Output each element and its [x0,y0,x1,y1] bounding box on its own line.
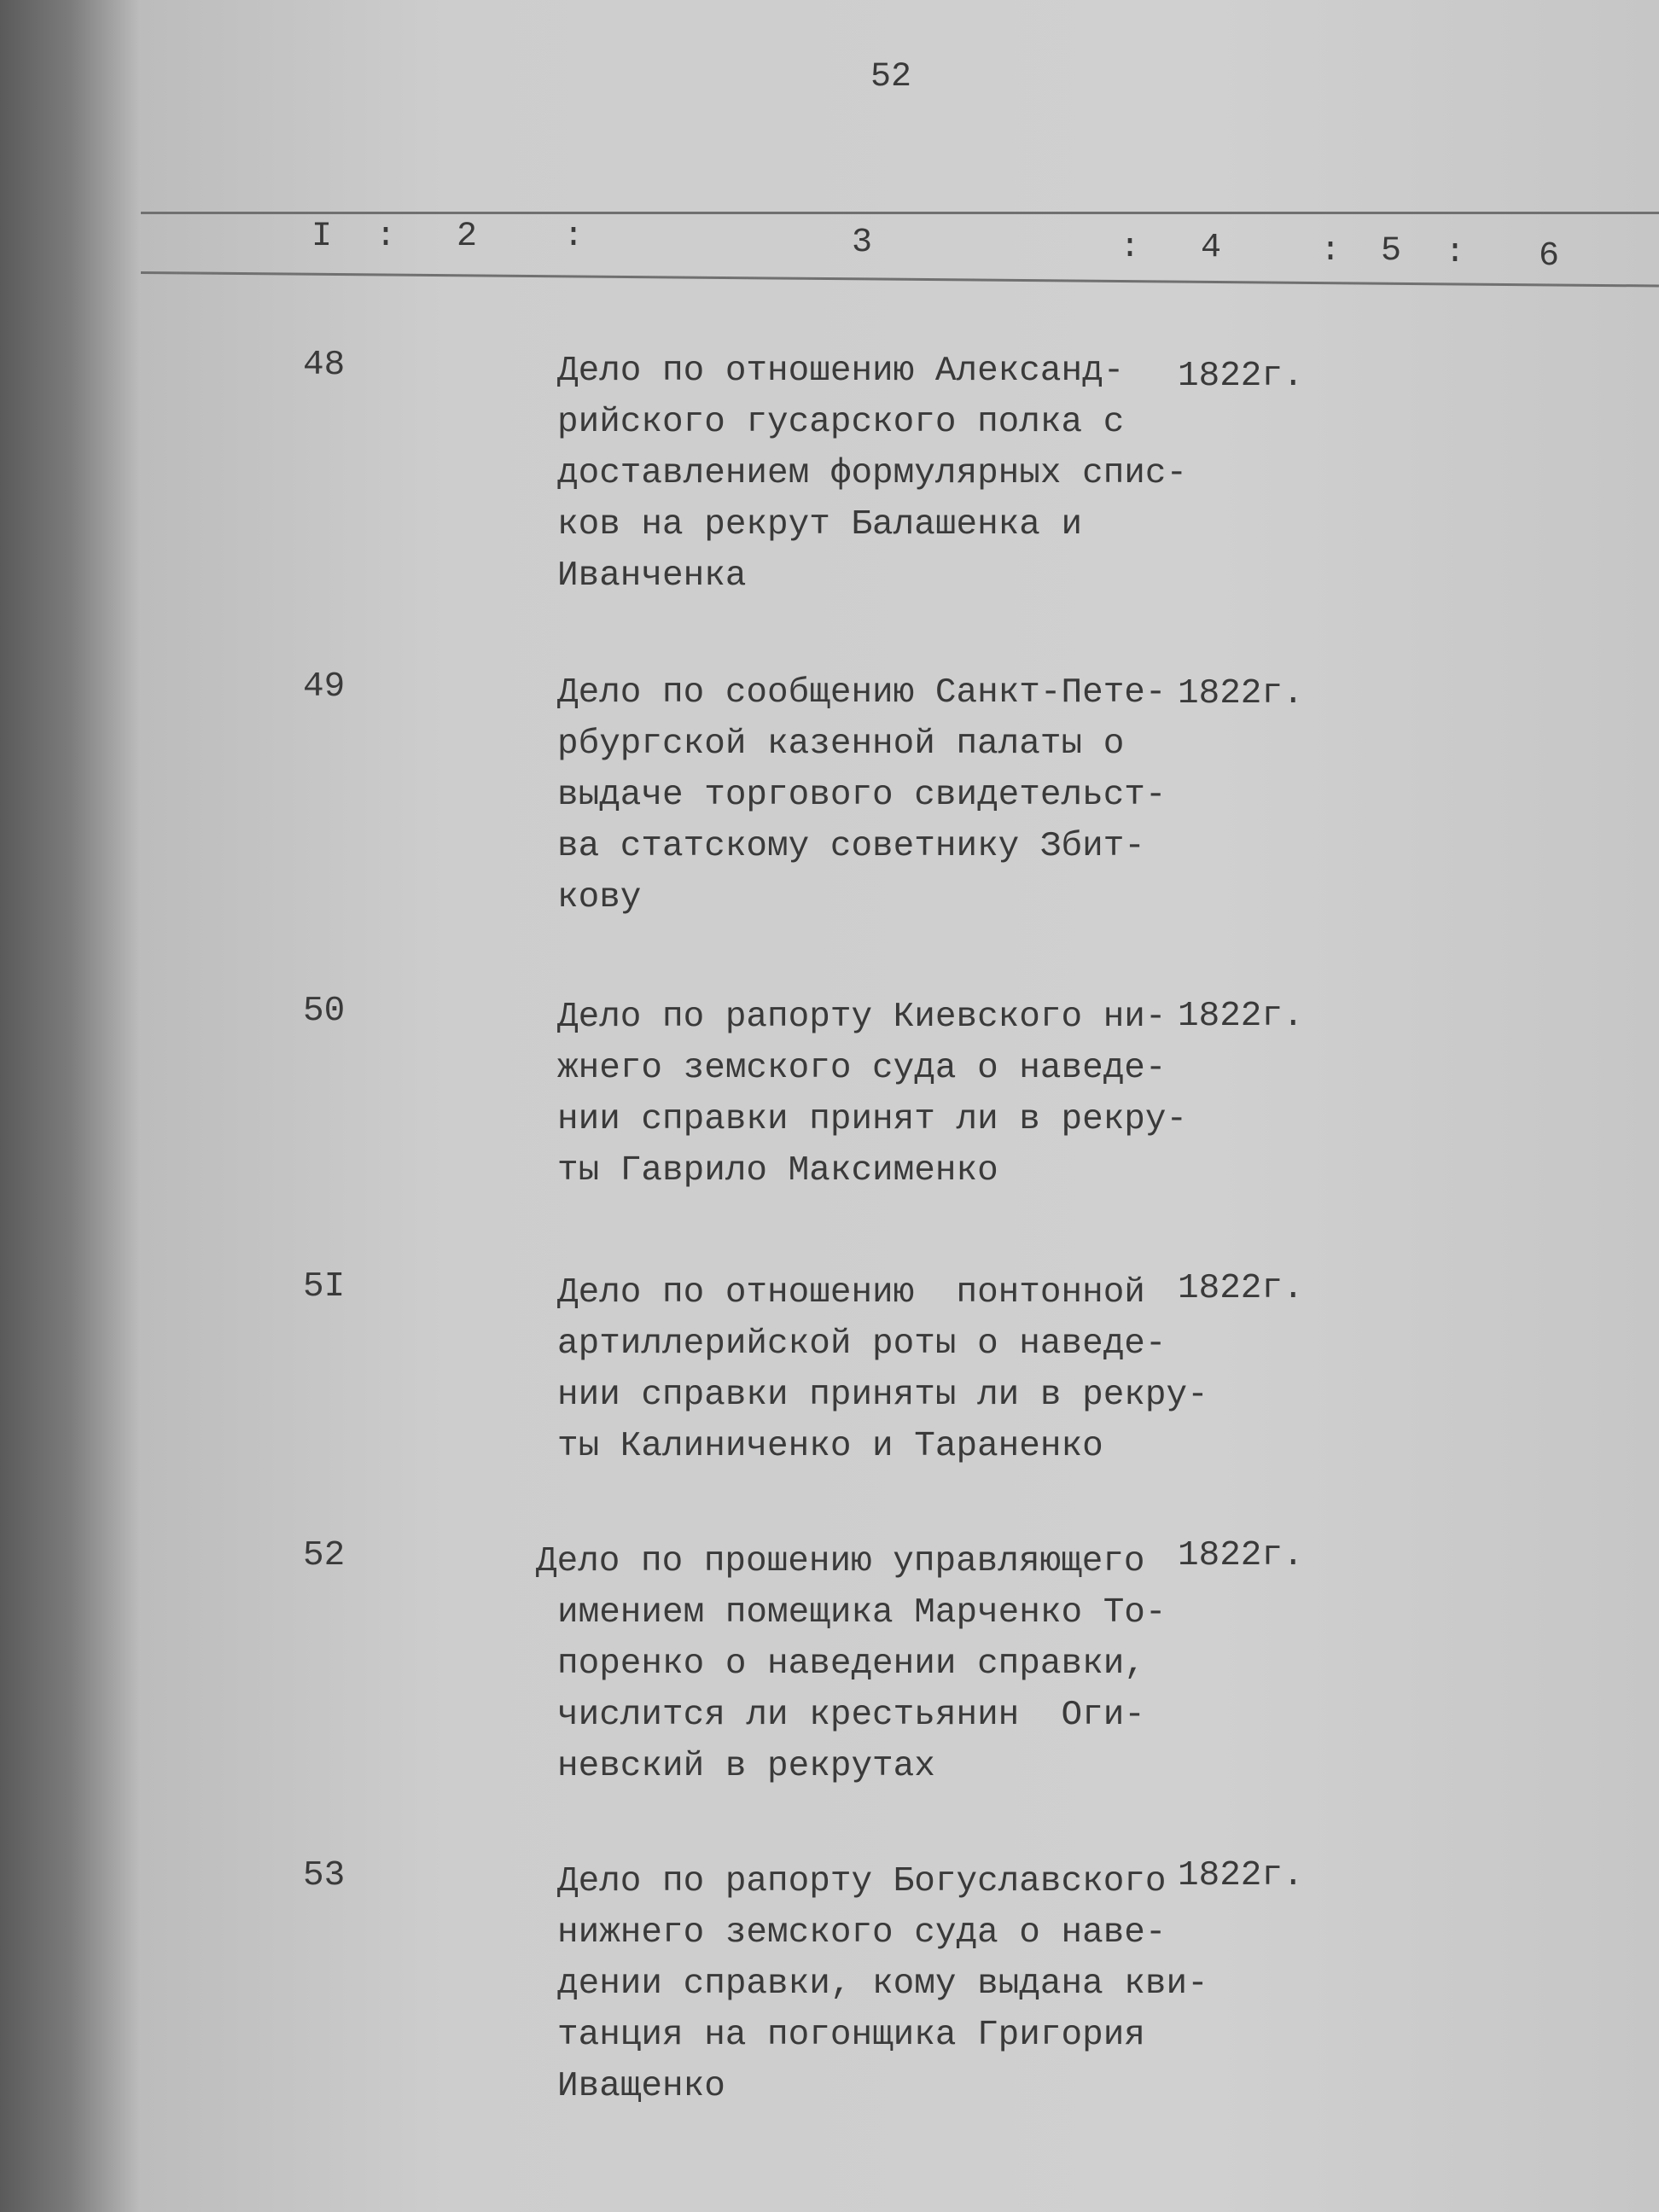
entry-year: 1822г. [1178,997,1304,1036]
column-header-2: 2 [457,218,478,256]
entry-line: рбургской казенной палаты о [557,725,1125,764]
entry-line: ва статскому советнику Збит- [557,827,1145,866]
entry-year: 1822г. [1178,1856,1304,1895]
entry-line: имением помещика Марченко То- [557,1593,1167,1633]
entry-line: Иванченка [557,556,747,596]
entry-line: Дело по отношению Александ- [557,352,1125,391]
entry-line: нижнего земского суда о наве- [557,1913,1167,1953]
entry-line: дении справки, кому выдана кви- [557,1965,1208,2004]
column-header-6: 6 [1539,237,1560,276]
entry-line: Дело по сообщению Санкт-Пете- [557,673,1167,713]
column-separator: : [1320,232,1342,271]
entry-line: кову [557,878,642,917]
entry-line: артиллерийской роты о наведе- [557,1324,1167,1364]
entry-line: ты Калиниченко и Тараненко [557,1427,1103,1466]
entry-year: 1822г. [1178,1269,1304,1308]
entry-year: 1822г. [1178,357,1304,396]
entry-line: ков на рекрут Балашенка и [557,505,1083,544]
entry-line: нии справки принят ли в рекру- [557,1100,1188,1139]
entry-year: 1822г. [1178,1536,1304,1575]
entry-line: танция на погонщика Григория [557,2016,1145,2055]
entry-description [557,1267,1208,1472]
entry-year: 1822г. [1178,674,1304,713]
column-separator: : [1120,229,1141,267]
column-header-5: 5 [1381,232,1402,271]
column-separator: : [1445,234,1466,272]
entry-description [557,992,1187,1196]
entry-line: доставлением формулярных спис- [557,454,1188,493]
entry-number: 48 [303,346,346,385]
entry-line: ты Гаврило Максименко [557,1151,998,1190]
column-separator: : [375,218,397,256]
entry-number: 53 [303,1856,346,1895]
entry-line: Дело по рапорту Киевского ни- [557,998,1167,1037]
entry-description [557,346,1187,602]
entry-line: выдаче торгового свидетельст- [557,776,1167,815]
entry-line: Дело по рапорту Богуславского [557,1862,1167,1901]
column-header-3: 3 [852,224,873,262]
entry-line: рийского гусарского полка с [557,403,1125,442]
header-top-rule [141,212,1659,214]
column-separator: : [563,218,585,256]
page-number: 52 [870,58,912,96]
entry-number: 5I [303,1267,346,1307]
entry-line: Дело по прошению управляющего [536,1542,1145,1581]
column-header-4: 4 [1201,229,1222,267]
entry-line: невский в рекрутах [557,1747,935,1786]
column-header-1: I [311,218,333,256]
entry-description [536,1536,1167,1792]
entry-description [557,1856,1208,2112]
entry-line: Дело по отношению понтонной [557,1273,1145,1313]
entry-number: 52 [303,1536,346,1575]
entry-line: жнего земского суда о наведе- [557,1049,1167,1088]
entry-line: числится ли крестьянин Оги- [557,1696,1145,1735]
entry-number: 49 [303,667,346,707]
book-binding [0,0,141,2212]
entry-line: Иващенко [557,2067,725,2106]
entry-line: поренко о наведении справки, [557,1644,1145,1684]
entry-line: нии справки приняты ли в рекру- [557,1376,1208,1415]
entry-number: 50 [303,992,346,1031]
entry-description [557,667,1167,923]
